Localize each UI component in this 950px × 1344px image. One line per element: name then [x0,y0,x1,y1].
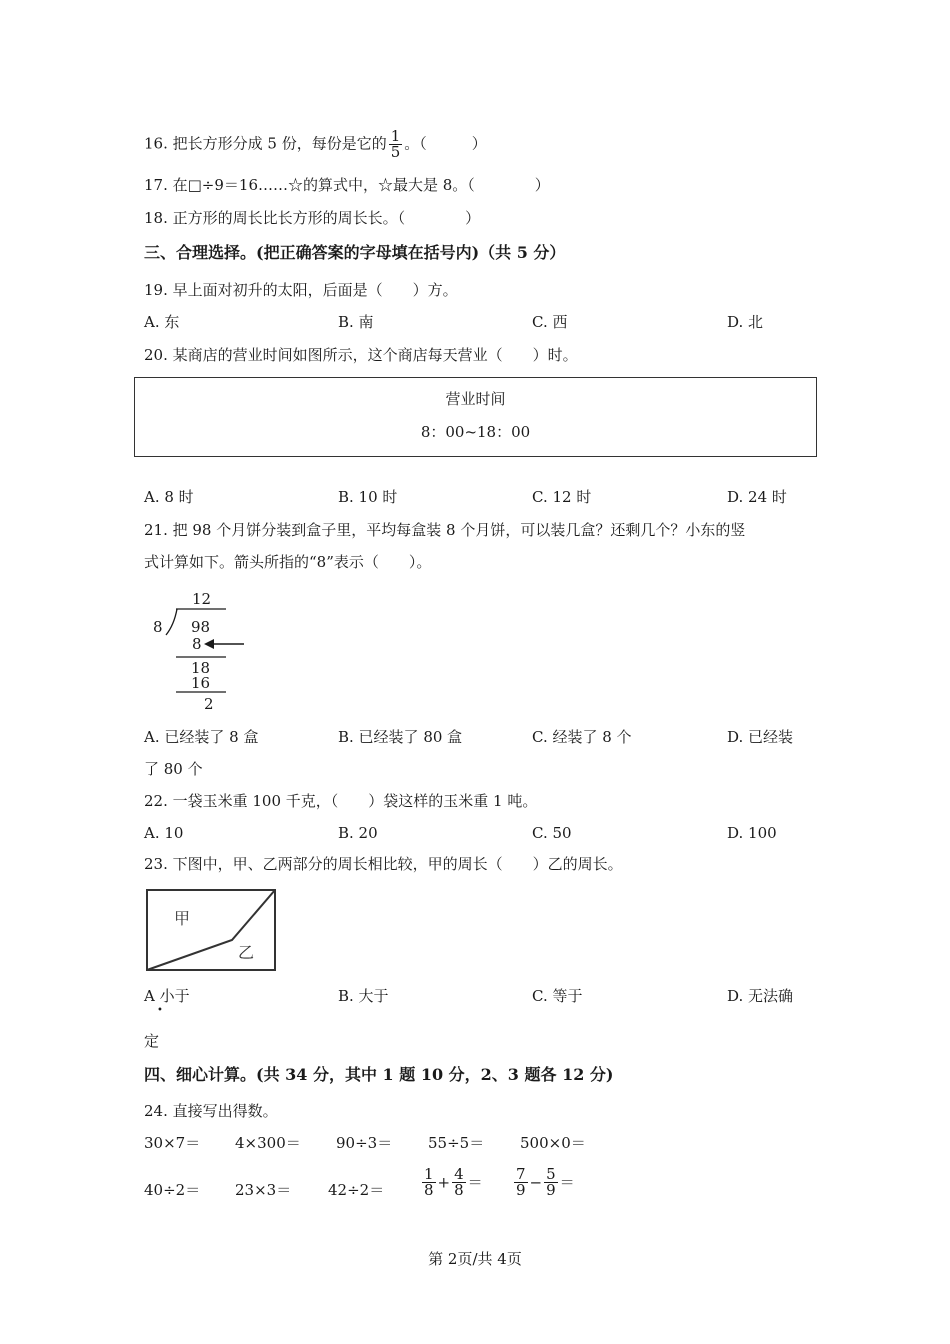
fa-op: + [437,1173,451,1192]
q22-option-a: A. 10 [144,824,184,842]
question-19: 19. 早上面对初升的太阳，后面是（ ）方。 [144,281,458,299]
q22-option-d: D. 100 [727,824,777,842]
diagram-rectangle [147,890,275,970]
division-remainder: 2 [204,695,214,713]
label-yi: 乙 [238,943,255,962]
q21-option-b: B. 已经装了 80 盒 [338,728,463,746]
q22-option-b: B. 20 [338,824,378,842]
arrow-head [204,639,214,649]
calc-frac-b [512,1167,575,1198]
calc-r1-5: 500×0＝ [520,1134,586,1152]
section-4-title: 四、细心计算。(共 34 分，其中 1 题 10 分，2、3 题各 12 分) [144,1065,614,1084]
question-21-line2: 式计算如下。箭头所指的“8”表示（ ）。 [144,553,432,571]
q16-frac-num: 1 [390,127,401,145]
business-hours-title: 营业时间 [445,390,506,408]
question-17: 17. 在□÷9＝16……☆的算式中，☆最大是 8。（ ） [144,176,550,194]
q16-text: 16. 把长方形分成 5 份，每份是它的 [144,134,387,153]
perimeter-diagram [144,887,280,975]
q16-fraction [389,129,403,160]
fb-n1: 7 [516,1165,526,1183]
q16-frac-den: 5 [390,143,401,161]
q21-option-a: A. 已经装了 8 盒 [144,728,259,746]
long-division-diagram [140,585,260,715]
fa-n2: 4 [454,1165,464,1183]
q23-option-d: D. 无法确 [727,987,794,1005]
division-quotient: 12 [192,590,212,608]
fb-op: − [529,1173,543,1192]
calc-r2-1: 40÷2＝ [144,1181,201,1199]
q19-option-b: B. 南 [338,313,374,331]
calc-r1-3: 90÷3＝ [336,1134,393,1152]
calc-r1-2: 4×300＝ [235,1134,301,1152]
q21-option-c: C. 经装了 8 个 [532,728,632,746]
fb-eq: ＝ [559,1173,575,1192]
calc-r1-1: 30×7＝ [144,1134,201,1152]
question-22: 22. 一袋玉米重 100 千克，（ ）袋这样的玉米重 1 吨。 [144,792,538,810]
fb-d1: 9 [516,1181,526,1199]
q20-option-a: A. 8 时 [144,488,194,506]
question-20: 20. 某商店的营业时间如图所示，这个商店每天营业（ ）时。 [144,346,578,364]
calc-r2-3: 42÷2＝ [328,1181,385,1199]
q23-option-b: B. 大于 [338,987,389,1005]
diagram-divider-line [147,890,275,970]
q19-option-c: C. 西 [532,313,568,331]
business-hours-box [134,377,817,457]
q21-option-d: D. 已经装 [727,728,794,746]
division-step3: 16 [191,674,211,692]
question-16 [144,129,487,160]
q20-option-d: D. 24 时 [727,488,787,506]
question-23: 23. 下图中，甲、乙两部分的周长相比较，甲的周长（ ）乙的周长。 [144,855,623,873]
question-21-line1: 21. 把 98 个月饼分装到盒子里，平均每盒装 8 个月饼，可以装几盒？还剩几个？小东的竖 [144,521,746,539]
q20-option-c: C. 12 时 [532,488,592,506]
fa-eq: ＝ [467,1173,483,1192]
division-divisor: 8 [153,618,163,636]
calc-r1-4: 55÷5＝ [428,1134,485,1152]
fa-n1: 1 [424,1165,434,1183]
division-step1: 8 [192,635,202,653]
fb-n2: 5 [546,1165,556,1183]
fa-d1: 8 [424,1181,434,1199]
q23-option-c: C. 等于 [532,987,583,1005]
q22-option-c: C. 50 [532,824,572,842]
question-18: 18. 正方形的周长比长方形的周长长。（ ） [144,209,481,227]
page-footer: 第 2页/共 4页 [428,1250,522,1268]
stray-dot: • [157,1005,163,1016]
business-hours-time: 8：00~18：00 [420,423,531,441]
q19-option-a: A. 东 [144,313,180,331]
q16-tail: 。（ ） [404,134,487,153]
q21-option-d-wrap: 了 80 个 [144,760,203,778]
fa-d2: 8 [454,1181,464,1199]
q19-option-d: D. 北 [727,313,764,331]
q23-option-a: A 小于 [144,987,190,1005]
fb-d2: 9 [546,1181,556,1199]
q23-option-d-wrap: 定 [144,1032,160,1050]
section-3-title: 三、合理选择。(把正确答案的字母填在括号内)（共 5 分） [144,243,566,262]
q20-option-b: B. 10 时 [338,488,398,506]
calc-r2-2: 23×3＝ [235,1181,292,1199]
question-24: 24. 直接写出得数。 [144,1102,278,1120]
calc-frac-a [420,1167,483,1198]
division-dividend: 98 [191,618,211,636]
label-jia: 甲 [174,909,191,928]
division-step2: 18 [191,659,211,677]
division-bracket [166,609,177,635]
